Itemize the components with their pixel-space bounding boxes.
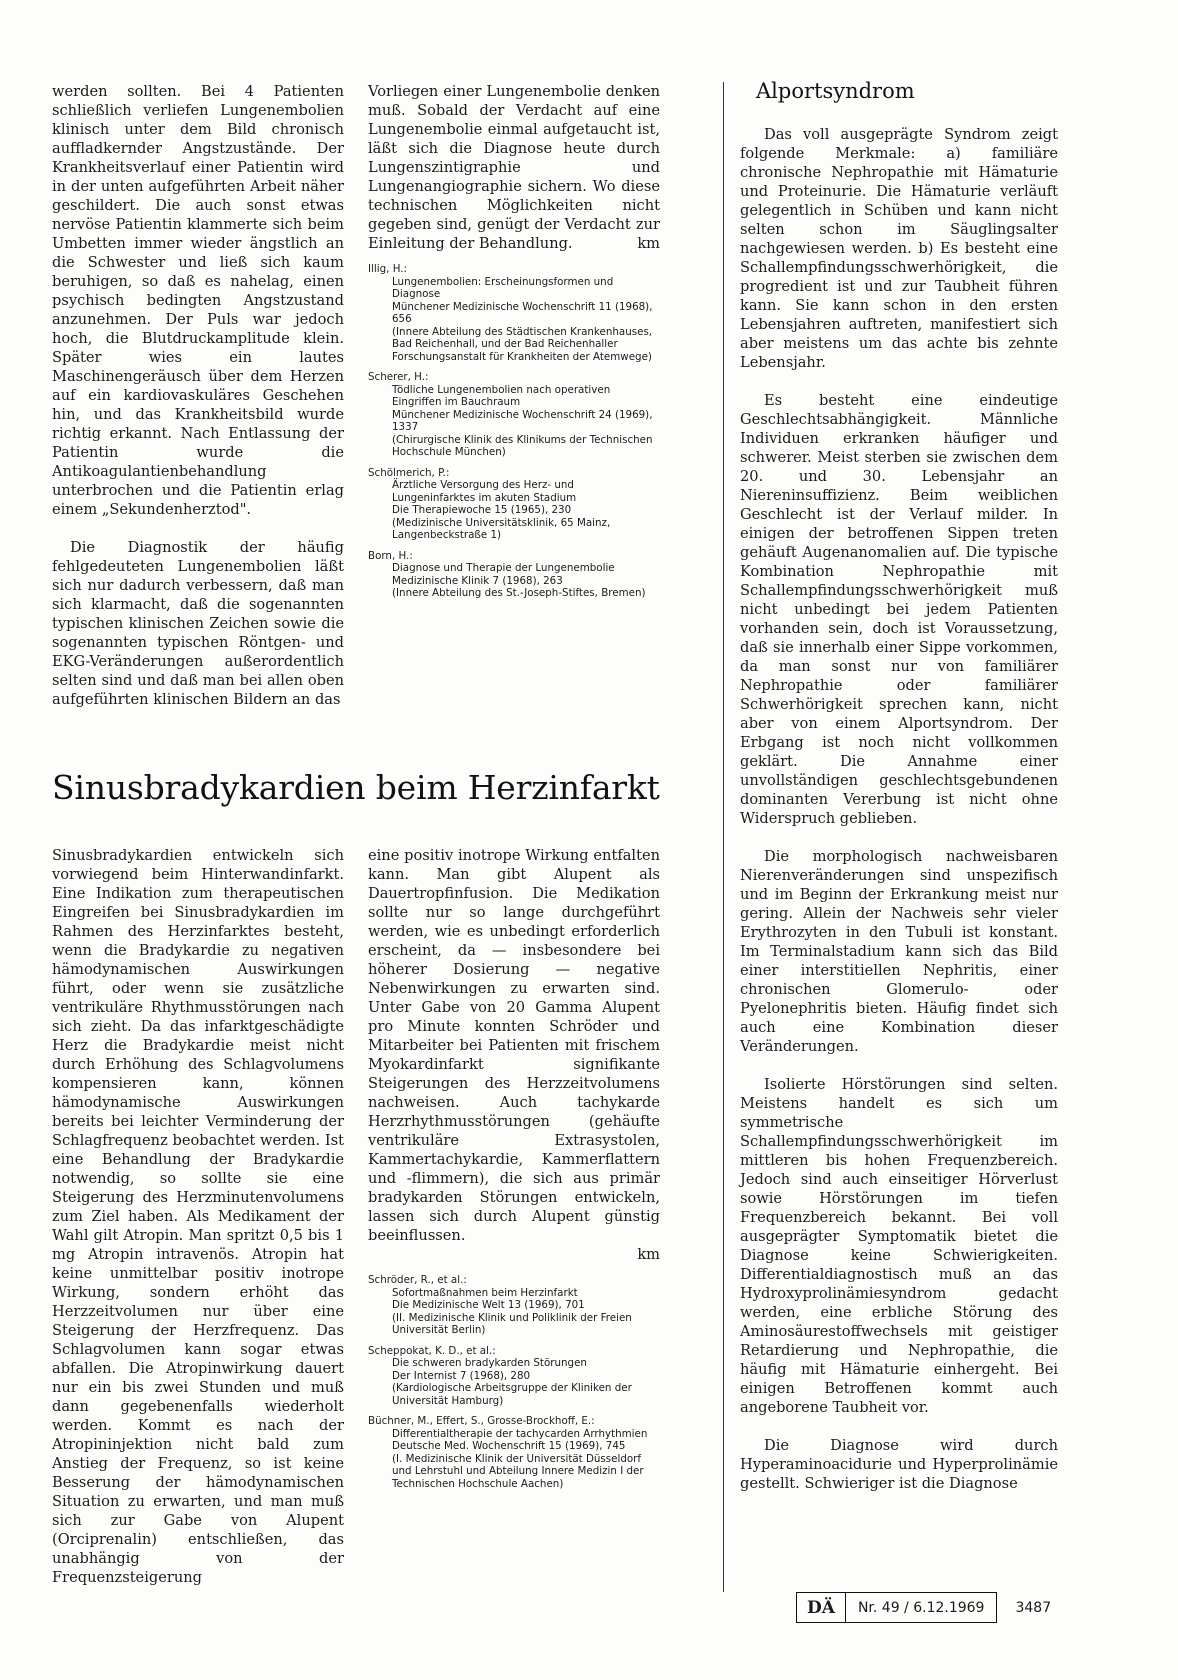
column-divider	[723, 82, 724, 1592]
reference-author: Büchner, M., Effert, S., Grosse-Brockhoff, E.:	[368, 1415, 595, 1427]
article-column-right	[740, 79, 1058, 1493]
reference-line: Ärztliche Versorgung des Herz- und Lungeninfarktes im akuten Stadium	[392, 479, 577, 504]
reference-author: Illig, H.:	[368, 263, 408, 275]
reference-author: Born, H.:	[368, 549, 413, 562]
article-column-top-left	[52, 82, 344, 709]
reference-line: Lungenembolien: Erscheinungsformen und Diagnose	[392, 275, 614, 300]
reference-line: Deutsche Med. Wochenschrift 15 (1969), 745	[392, 1440, 626, 1452]
paragraph: eine positiv inotrope Wirkung entfalten kann. Man gibt Alupent als Dauertropfinfusion. Die Medikation sollte nur so lange durchgeführt werden, wie es unbedingt erforderlich erscheint, da — insbesondere bei höherer Dosierung — negative Nebenwirkungen zu erwarten sind. Unter Gabe von 20 Gamma Alupent pro Minute konnten Schröder und Mitarbeiter bei Patienten mit frischem Myokardinfarkt signifikante Steigerungen des Herzzeitvolumens nachweisen. Auch tachykarde Herzrhythmusstörungen (gehäufte ventrikuläre Extrasystolen, Kammertachykardie, Kammerflattern und -flimmern), die sich aus primär bradykarden Störungen entwickeln, lassen sich durch Alupent günstig beeinflussen.	[368, 847, 660, 1244]
reference-line: (Innere Abteilung des Städtischen Krankenhauses, Bad Reichenhall, und der Bad Reichenhaller Forschungsanstalt für Krankheiten der Atemwege)	[392, 325, 653, 363]
paragraph: Die morphologisch nachweisbaren Nierenveränderungen sind unspezifisch und im Beginn der Erkrankung meist nur gering. Allein der Nachweis sehr vieler Erythrozyten in den Tubuli ist konstant. Im Terminalstadium kann sich das Bild einer interstitiellen Nephritis, einer chronischen Glomerulo- oder Pyelonephritis bieten. Häufig findet sich auch eine Kombination dieser Veränderungen.	[740, 848, 1058, 1055]
reference-line: Münchener Medizinische Wochenschrift 11 (1968), 656	[392, 300, 653, 325]
reference-author: Schröder, R., et al.:	[368, 1274, 467, 1286]
reference-entry	[368, 1274, 660, 1337]
reference-entry	[368, 550, 660, 600]
reference-line: (Innere Abteilung des St.-Joseph-Stiftes, Bremen)	[392, 587, 646, 599]
journal-box	[796, 1592, 997, 1623]
article-headline: Sinusbradykardien beim Herzinfarkt	[52, 768, 660, 807]
reference-line: Die schweren bradykarden Störungen	[392, 1357, 587, 1369]
reference-line: Der Internist 7 (1968), 280	[392, 1369, 531, 1382]
reference-entry	[368, 263, 660, 363]
paragraph: Es besteht eine eindeutige Geschlechtsabhängigkeit. Männliche Individuen erkranken häufiger und schwerer. Meist sterben sie zwischen dem 20. und 30. Lebensjahr an Niereninsuffizienz. Beim weiblichen Geschlecht ist der Verlauf milder. In einigen der betroffenen Sippen treten gehäuft Augenanomalien auf. Die typische Kombination Nephropathie mit Schallempfindungsschwerhörigkeit muß nicht unbedingt bei jedem Patienten vorhanden sein, doch ist Voraussetzung, daß sie innerhalb einer Sippe vorkommen, da man sonst nur von familiärer Nephropathie oder familiärer Schwerhörigkeit sprechen kann, nicht aber von einem Alportsyndrom. Der Erbgang ist noch nicht vollkommen geklärt. Die Annahme einer unvollständigen geschlechtsgebundenen dominanten Vererbung ist nicht ohne Widerspruch geblieben.	[740, 392, 1058, 827]
reference-line: (Medizinische Universitätsklinik, 65 Mainz, Langenbeckstraße 1)	[392, 516, 611, 541]
paragraph: Vorliegen einer Lungenembolie denken muß. Sobald der Verdacht auf eine Lungenembolie einmal aufgetaucht ist, läßt sich die Diagnose heute durch Lungenszintigraphie und Lungenangiographie sichern. Wo diese technischen Möglichkeiten nicht gegeben sind, genügt der Verdacht zur Einleitung der Behandlung.	[368, 83, 660, 252]
reference-line: (I. Medizinische Klinik der Universität Düsseldorf und Lehrstuhl und Abteilung Innere Medizin I der Technischen Hochschule Aachen)	[392, 1452, 644, 1490]
reference-author: Schölmerich, P.:	[368, 466, 450, 479]
reference-line: Diagnose und Therapie der Lungenembolie	[392, 562, 615, 574]
issue-date: Nr. 49 / 6.12.1969	[857, 1599, 985, 1616]
reference-line: Tödliche Lungenembolien nach operativen Eingriffen im Bauchraum	[392, 383, 611, 408]
author-initials: km	[637, 1246, 660, 1263]
reference-line: Münchener Medizinische Wochenschrift 24 (1969), 1337	[392, 408, 653, 433]
reference-entry	[368, 1415, 660, 1490]
reference-author: Scheppokat, K. D., et al.:	[368, 1344, 496, 1357]
paragraph: Isolierte Hörstörungen sind selten. Meistens handelt es sich um symmetrische Schallempfindungsschwerhörigkeit im mittleren bis hohen Frequenzbereich. Jedoch sind auch einseitiger Hörverlust sowie Hörstörungen im tiefen Frequenzbereich bekannt. Bei voll ausgeprägter Symptomatik bietet die Diagnose keine Schwierigkeiten. Differentialdiagnostisch muß an das Hydroxyprolinämiesyndrom gedacht werden, eine erbliche Störung des Aminosäurestoffwechsels mit geistiger Retardierung und Nephropathie, die häufig mit Hämaturie einhergeht. Bei einigen Betroffenen kommt auch angeborene Taubheit vor.	[740, 1076, 1058, 1416]
reference-line: (Chirurgische Klinik des Klinikums der Technischen Hochschule München)	[392, 433, 653, 458]
reference-line: Medizinische Klinik 7 (1968), 263	[392, 574, 563, 587]
author-initials: km	[637, 235, 660, 252]
paragraph: Sinusbradykardien entwickeln sich vorwiegend beim Hinterwandinfarkt. Eine Indikation zum therapeutischen Eingreifen bei Sinusbradykardien im Rahmen des Herzinfarktes besteht, wenn die Bradykardie zu negativen hämodynamischen Auswirkungen führt, oder wenn sie zusätzliche ventrikuläre Rhythmusstörungen nach sich zieht. Da das infarktgeschädigte Herz die Bradykardie meist nicht durch Erhöhung des Schlagvolumens kompensieren kann, können hämodynamische Auswirkungen bereits bei leichter Verminderung der Schlagfrequenz beobachtet werden. Ist eine Behandlung der Bradykardie notwendig, so sollte sie eine Steigerung des Herzminutenvolumens zum Ziel haben. Als Medikament der Wahl gilt Atropin. Man spritzt 0,5 bis 1 mg Atropin intravenös. Atropin hat keine unmittelbar positiv inotrope Wirkung, sondern erhöht das Herzzeitvolumen nur über eine Steigerung der Herzfrequenz. Das Schlagvolumen kann sogar etwas abfallen. Die Atropinwirkung dauert nur ein bis zwei Stunden und muß dann gegebenenfalls wiederholt werden. Kommt es nach der Atropininjektion nicht bald zum Anstieg der Frequenz, so ist keine Besserung der hämodynamischen Situation zu erwarten, und man muß sich zur Gabe von Alupent (Orciprenalin) entschließen, das unabhängig von der Frequenzsteigerung	[52, 847, 344, 1586]
reference-line: Differentialtherapie der tachycarden Arrhythmien	[392, 1427, 648, 1440]
reference-line: Die Medizinische Welt 13 (1969), 701	[392, 1299, 585, 1311]
reference-entry	[368, 467, 660, 542]
reference-line: (Kardiologische Arbeitsgruppe der Kliniken der Universität Hamburg)	[392, 1382, 632, 1407]
article-column-top-middle	[368, 82, 660, 608]
reference-list	[368, 263, 660, 600]
reference-entry	[368, 371, 660, 459]
paragraph: werden sollten. Bei 4 Patienten schließlich verliefen Lungenembolien klinisch unter dem Bild chronisch auffladkernder Angstzustände. Der Krankheitsverlauf einer Patientin wird in der unten aufgeführten Arbeit näher geschildert. Die auch sonst etwas nervöse Patientin klammerte sich beim Umbetten immer wieder ängstlich an die Schwester und ließ sich kaum beruhigen, so daß es nahelag, einen psychisch bedingten Angstzustand anzunehmen. Der Puls war jedoch hoch, die Blutdruckamplitude klein. Später wies ein lautes Maschinengeräusch über dem Herzen auf ein kardiovaskuläres Geschehen hin, und das Krankheitsbild wurde richtig erkannt. Nach Entlassung der Patientin wurde die Antikoagulantienbehandlung unterbrochen und die Patientin erlag einem „Sekundenherztod".	[52, 83, 344, 518]
article-column-bottom-left	[52, 846, 344, 1587]
paragraph: Die Diagnose wird durch Hyperaminoacidurie und Hyperprolinämie gestellt. Schwieriger ist die Diagnose	[740, 1437, 1058, 1492]
side-article-title: Alportsyndrom	[756, 79, 915, 103]
paragraph: Das voll ausgeprägte Syndrom zeigt folgende Merkmale: a) familiäre chronische Nephropathie mit Hämaturie und Proteinurie. Die Hämaturie verläuft gelegentlich in Schüben und kann nicht selten schon im Säuglingsalter nachgewiesen werden. b) Es besteht eine Schallempfindungsschwerhörigkeit, die progredient ist und zur Taubheit führen kann. Sie kann schon in den ersten Lebensjahren auftreten, manifestiert sich aber meistens um das achte bis zehnte Lebensjahr.	[740, 126, 1058, 371]
reference-entry	[368, 1345, 660, 1408]
journal-abbreviation: DÄ	[797, 1593, 846, 1622]
reference-line: Die Therapiewoche 15 (1965), 230	[392, 504, 572, 516]
page-footer	[796, 1592, 1051, 1623]
reference-author: Scherer, H.:	[368, 371, 429, 383]
reference-list	[368, 1274, 660, 1490]
article-column-bottom-middle	[368, 846, 660, 1498]
reference-line: (II. Medizinische Klinik und Poliklinik der Freien Universität Berlin)	[392, 1311, 632, 1336]
paragraph: Die Diagnostik der häufig fehlgedeuteten Lungenembolien läßt sich nur dadurch verbessern, daß man sich klarmacht, daß die sogenannten typischen klinischen Zeichen sowie die sogenannten typischen Röntgen- und EKG-Veränderungen außerordentlich selten sind und daß man bei allen oben aufgeführten klinischen Bildern an das	[52, 539, 344, 708]
page-number: 3487	[1015, 1599, 1052, 1616]
reference-line: Sofortmaßnahmen beim Herzinfarkt	[392, 1286, 578, 1299]
